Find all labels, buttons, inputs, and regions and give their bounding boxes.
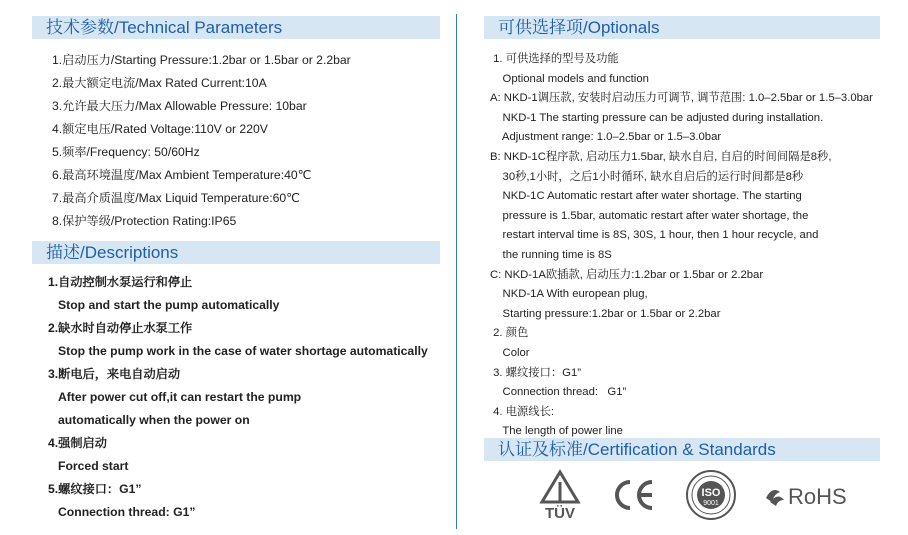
right-column	[484, 0, 880, 459]
svg-text:TÜV: TÜV	[545, 505, 575, 522]
certification-logos	[536, 468, 880, 522]
svg-text:ISO: ISO	[701, 487, 721, 499]
tech-param-item: 1.启动压力/Starting Pressure:1.2bar or 1.5bar or 2.2bar	[52, 53, 351, 67]
tech-params-title: 技术参数/Technical Parameters	[46, 18, 283, 37]
optional-line: pressure is 1.5bar, automatic restart after water shortage, the	[490, 209, 809, 222]
optional-line: Adjustment range: 1.0–2.5bar or 1.5–3.0bar	[490, 131, 722, 144]
rohs-leaf-icon	[762, 468, 852, 522]
certification-title: 认证及标准/Certification & Standards	[498, 440, 776, 459]
optional-line: restart interval time is 8S, 30S, 1 hour, then 1 hour recycle, and	[490, 229, 819, 242]
optionals-title: 可供选择项/Optionals	[498, 18, 660, 37]
descriptions-title: 描述/Descriptions	[46, 243, 179, 262]
optional-line: 4. 电源线长:	[490, 405, 555, 418]
description-heading: 3.断电后，来电自动启动	[48, 367, 181, 381]
description-heading: 5.螺纹接口：G1”	[48, 482, 142, 496]
left-column	[32, 0, 440, 524]
optional-line: the running time is 8S	[490, 248, 612, 261]
tech-param-item: 3.允许最大压力/Max Allowable Pressure: 10bar	[52, 99, 307, 113]
optional-line: Optional models and function	[490, 72, 649, 85]
optional-line: A: NKD-1调压款, 安装时启动压力可调节, 调节范围: 1.0–2.5bar or 1.5–3.0bar	[490, 92, 873, 105]
tech-param-item: 8.保护等级/Protection Rating:IP65	[52, 214, 237, 228]
descriptions-list	[32, 271, 440, 524]
svg-text:RoHS: RoHS	[788, 484, 847, 509]
description-text: Connection thread: G1”	[58, 505, 196, 519]
description-text: Stop the pump work in the case of water shortage automatically	[58, 344, 428, 358]
iso-seal-icon	[684, 468, 738, 522]
description-heading: 1.自动控制水泵运行和停止	[48, 275, 193, 289]
optional-line: Connection thread: G1”	[490, 386, 627, 399]
description-text: automatically when the power on	[58, 413, 250, 427]
optional-line: B: NKD-1C程序款, 启动压力1.5bar, 缺水自启, 自启的时间间隔是8秒,	[490, 150, 832, 163]
ce-mark-icon	[608, 468, 658, 522]
optional-line: NKD-1C Automatic restart after water shortage. The starting	[490, 190, 802, 203]
description-text: Stop and start the pump automatically	[58, 298, 280, 312]
tuv-logo	[536, 468, 584, 527]
optional-line: NKD-1 The starting pressure can be adjusted during installation.	[490, 111, 824, 124]
optionals-list	[484, 50, 880, 442]
tech-param-item: 7.最高介质温度/Max Liquid Temperature:60℃	[52, 191, 300, 205]
column-divider	[456, 14, 457, 529]
descriptions-header	[32, 241, 440, 264]
optional-line: Starting pressure:1.2bar or 1.5bar or 2.2bar	[490, 307, 721, 320]
tuv-triangle-icon	[536, 468, 584, 522]
description-heading: 4.强制启动	[48, 436, 107, 450]
optional-line: 1. 可供选择的型号及功能	[490, 53, 619, 65]
tech-param-item: 6.最高环境温度/Max Ambient Temperature:40℃	[52, 168, 312, 182]
tech-params-list	[32, 49, 440, 233]
optional-line: NKD-1A With european plug,	[490, 288, 648, 301]
description-text: Forced start	[58, 459, 129, 473]
optional-line: 3. 螺纹接口：G1”	[490, 366, 582, 379]
optional-line: 30秒,1小时，之后1小时循环, 缺水自启后的运行时间都是8秒	[490, 170, 804, 183]
optional-line: C: NKD-1A欧插款, 启动压力:1.2bar or 1.5bar or 2.2bar	[490, 268, 764, 281]
ce-logo	[608, 468, 658, 527]
tech-params-header	[32, 16, 440, 39]
optionals-header	[484, 16, 880, 39]
description-text: After power cut off,it can restart the pump	[58, 390, 302, 404]
tech-param-item: 2.最大额定电流/Max Rated Current:10A	[52, 76, 267, 90]
iso-logo	[684, 468, 738, 527]
optional-line: The length of power line	[490, 425, 623, 438]
rohs-logo	[762, 468, 852, 527]
description-heading: 2.缺水时自动停止水泵工作	[48, 321, 193, 335]
optional-line: Color	[490, 346, 530, 359]
optional-line: 2. 颜色	[490, 327, 529, 340]
svg-text:9001: 9001	[703, 500, 719, 507]
tech-param-item: 4.额定电压/Rated Voltage:110V or 220V	[52, 122, 268, 136]
certification-header	[484, 438, 880, 461]
tech-param-item: 5.频率/Frequency: 50/60Hz	[52, 145, 200, 159]
